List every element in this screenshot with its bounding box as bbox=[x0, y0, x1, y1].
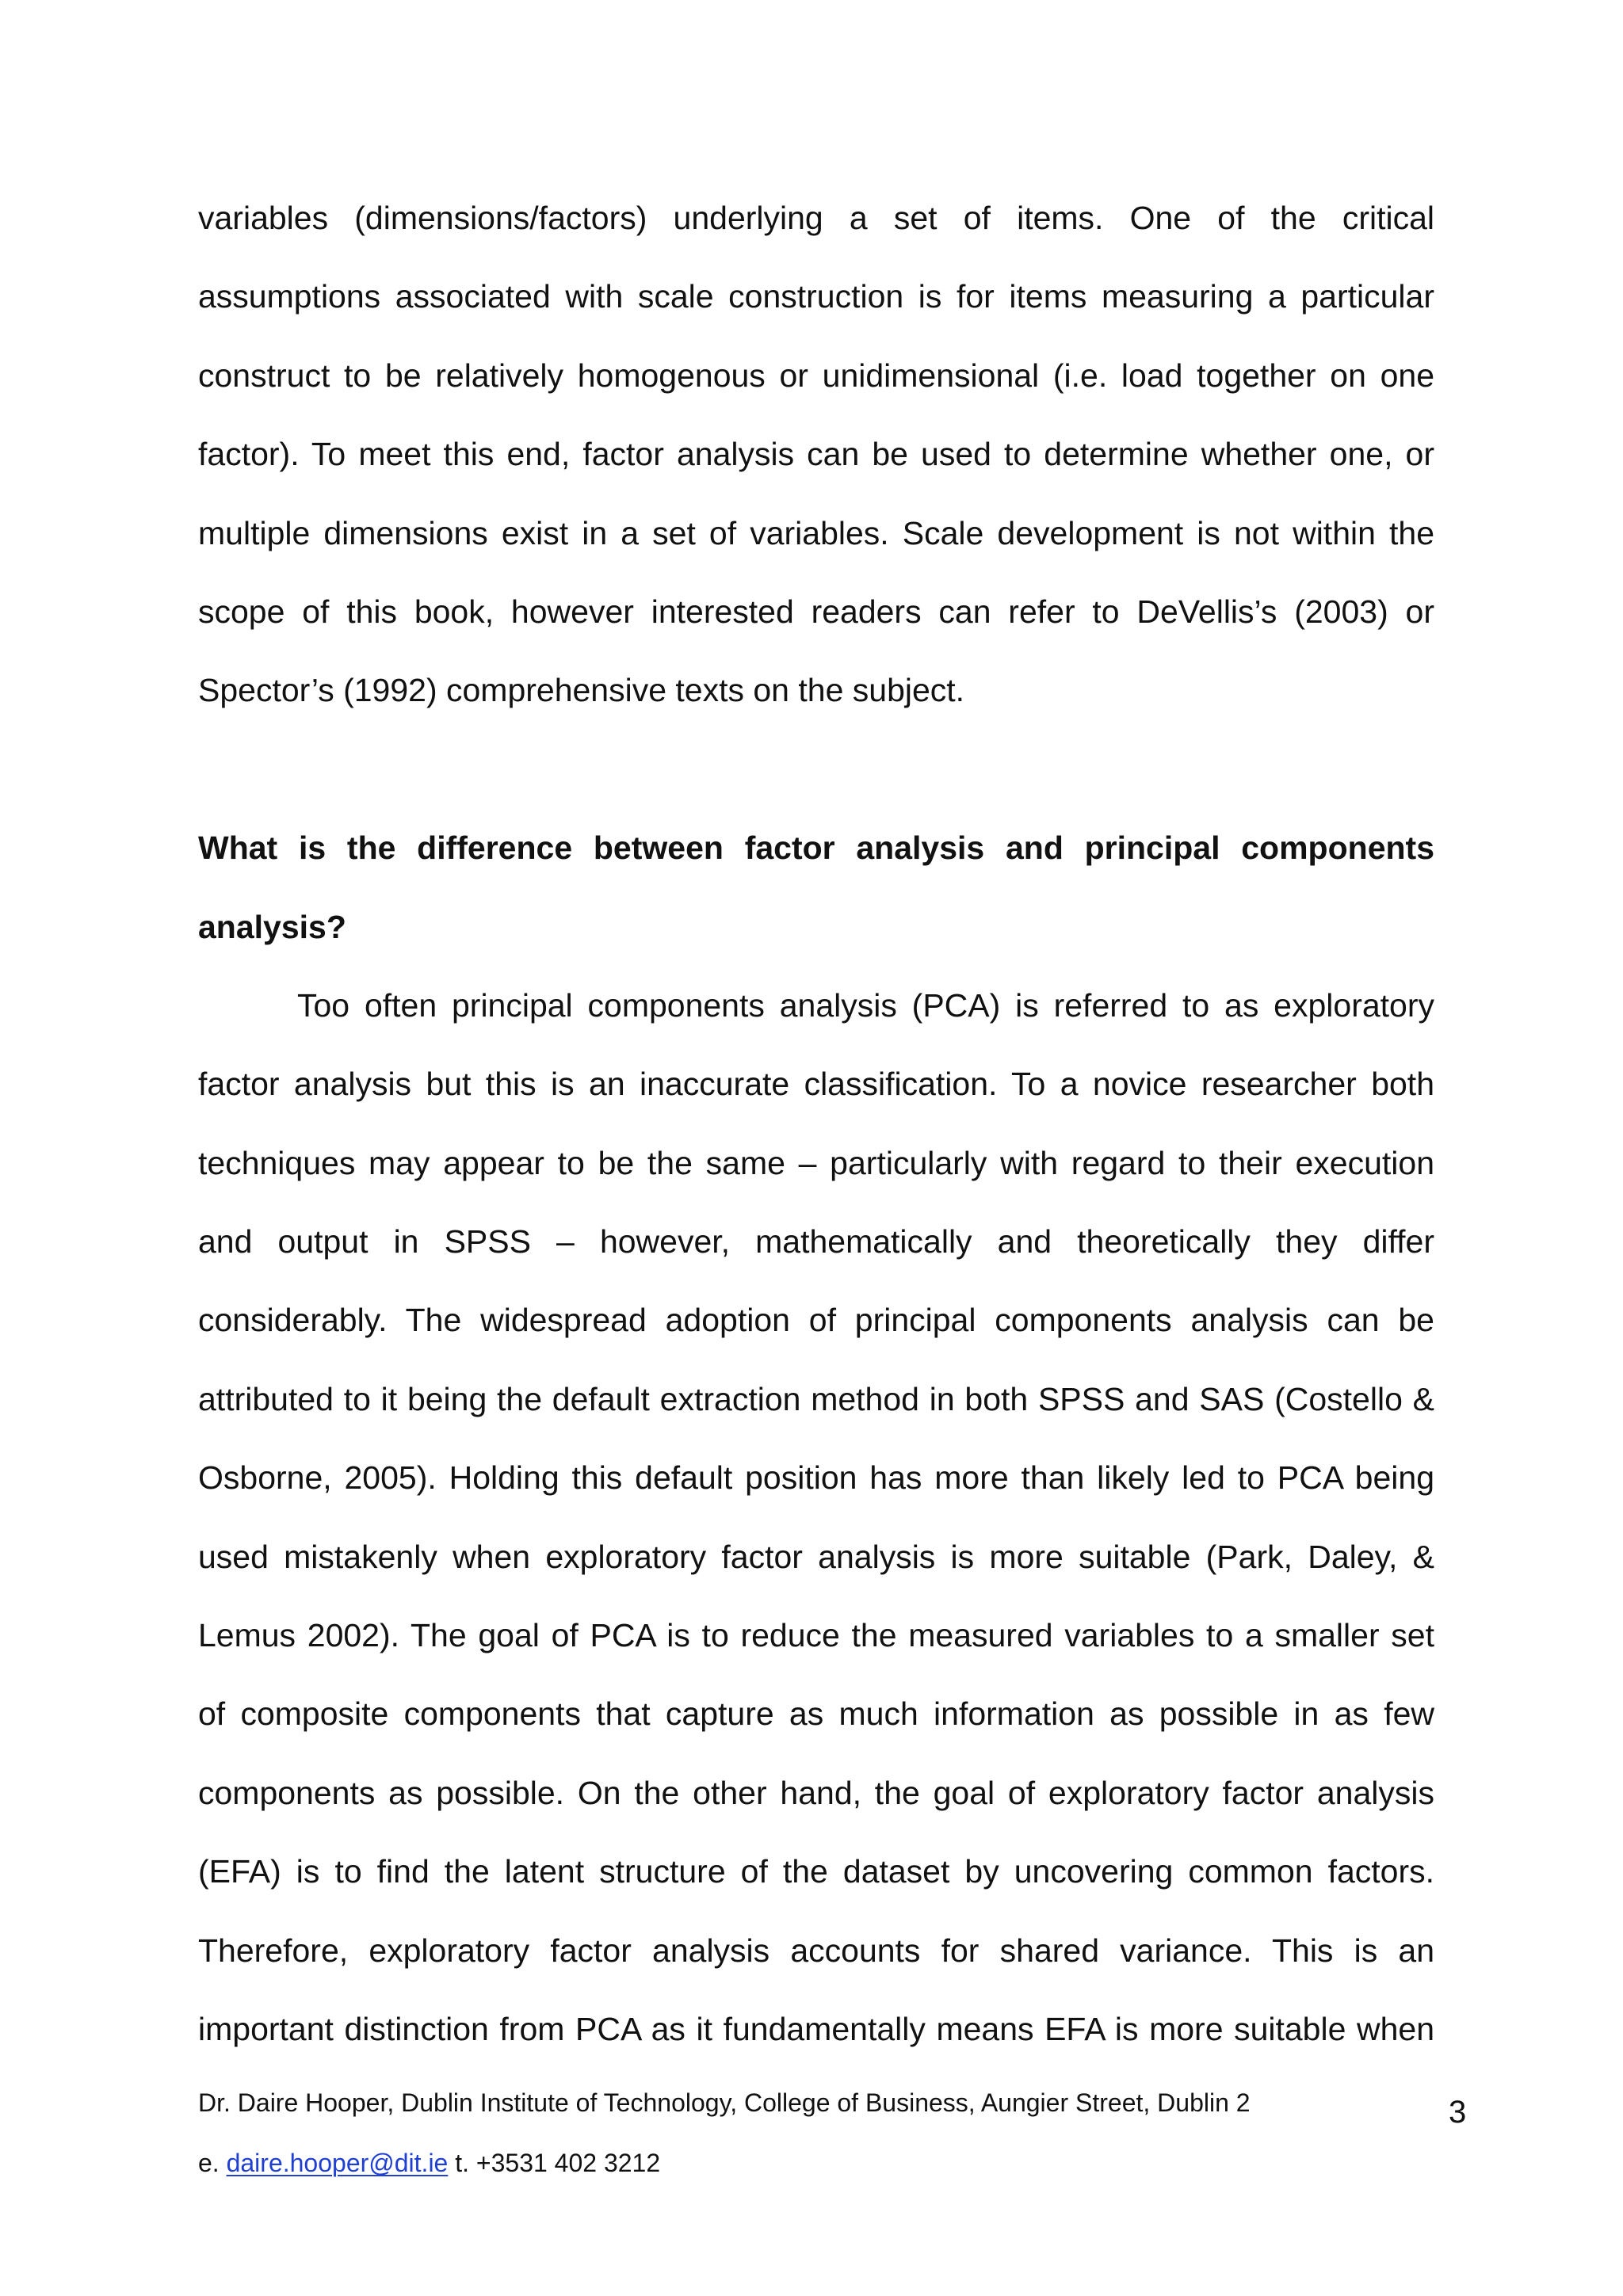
paragraph-line: considerably. The widespread adoption of principal components analysis can be bbox=[198, 1302, 1434, 1339]
email-link[interactable]: daire.hooper@dit.ie bbox=[226, 2149, 449, 2177]
paragraph-line: Lemus 2002). The goal of PCA is to reduce the measured variables to a smaller set bbox=[198, 1617, 1434, 1654]
paragraph-line: construct to be relatively homogenous or unidimensional (i.e. load together on one bbox=[198, 357, 1434, 394]
section-heading: What is the difference between factor analysis and principal components bbox=[198, 830, 1434, 867]
paragraph-line: factor analysis but this is an inaccurate classification. To a novice researcher both bbox=[198, 1066, 1434, 1103]
paragraph-line: Too often principal components analysis (PCA) is referred to as exploratory bbox=[297, 986, 1434, 1024]
paragraph-line: techniques may appear to be the same – particularly with regard to their execution bbox=[198, 1144, 1434, 1181]
paragraph-line: scope of this book, however interested readers can refer to DeVellis’s (2003) or bbox=[198, 593, 1434, 630]
paragraph-line: multiple dimensions exist in a set of variables. Scale development is not within the bbox=[198, 514, 1434, 551]
section-heading: analysis? bbox=[198, 908, 346, 945]
footer-contact-line bbox=[198, 2145, 1466, 2206]
page-footer bbox=[198, 2085, 1466, 2206]
paragraph-line: Osborne, 2005). Holding this default position has more than likely led to PCA being bbox=[198, 1459, 1434, 1497]
email-prefix: e. bbox=[198, 2149, 227, 2177]
paragraph-line: (EFA) is to find the latent structure of the dataset by uncovering common factors. bbox=[198, 1853, 1434, 1890]
phone-text: t. +3531 402 3212 bbox=[448, 2149, 661, 2177]
paragraph-line: variables (dimensions/factors) underlying a set of items. One of the critical bbox=[198, 200, 1434, 236]
paragraph-line: and output in SPSS – however, mathematically and theoretically they differ bbox=[198, 1223, 1434, 1261]
paragraph-line: factor). To meet this end, factor analysis can be used to determine whether one, or bbox=[198, 436, 1434, 473]
paragraph-line: assumptions associated with scale construction is for items measuring a particular bbox=[198, 278, 1434, 315]
paragraph-line: components as possible. On the other hand, the goal of exploratory factor analysis bbox=[198, 1774, 1434, 1811]
paragraph-line: Therefore, exploratory factor analysis accounts for shared variance. This is an bbox=[198, 1932, 1434, 1969]
paragraph-line: attributed to it being the default extraction method in both SPSS and SAS (Costello & bbox=[198, 1380, 1434, 1417]
paragraph-line: important distinction from PCA as it fundamentally means EFA is more suitable when bbox=[198, 2010, 1434, 2047]
page-number: 3 bbox=[1449, 2095, 1467, 2130]
paragraph-line: of composite components that capture as much information as possible in as few bbox=[198, 1695, 1434, 1733]
paragraph-line: used mistakenly when exploratory factor analysis is more suitable (Park, Daley, & bbox=[198, 1538, 1434, 1575]
paragraph-line: Spector’s (1992) comprehensive texts on the subject. bbox=[198, 672, 965, 709]
page-content bbox=[198, 185, 1434, 2075]
footer-author-line: Dr. Daire Hooper, Dublin Institute of Technology, College of Business, Aungier Street, Dublin 2 bbox=[198, 2088, 1251, 2117]
paragraph-spacer bbox=[198, 737, 1434, 815]
